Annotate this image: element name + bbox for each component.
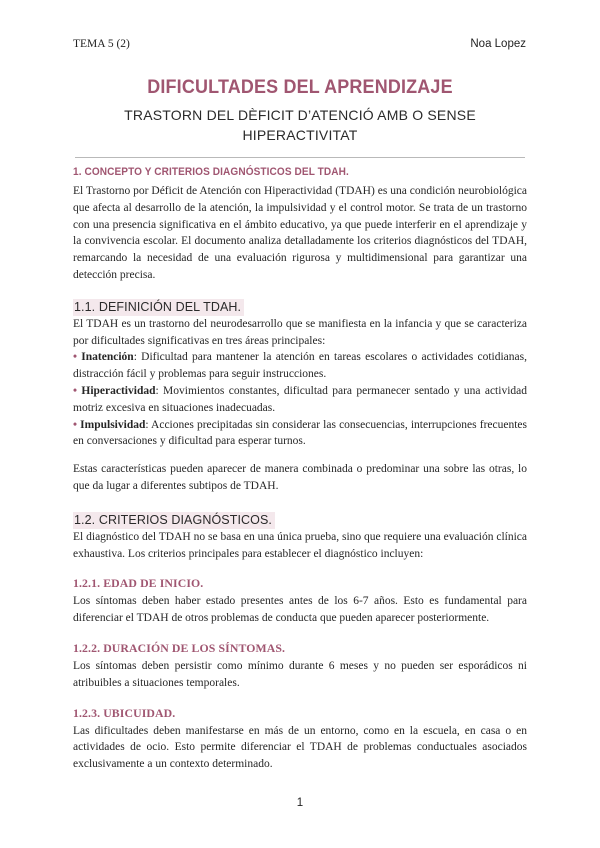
document-body [73,166,527,773]
section-1-2-3-heading: 1.2.3. UBICUIDAD. [73,705,176,720]
header-topic: TEMA 5 (2) [73,38,130,50]
section-1-2-2-text: Los síntomas deben persistir como mínimo durante 6 meses y no pueden ser esporádicos ni atribuibles a situaciones temporales. [73,659,527,689]
title-divider [75,157,525,158]
section-1-1-heading-wrap [73,298,527,316]
section-1-heading: 1. CONCEPTO Y CRITERIOS DIAGNÓSTICOS DEL TDAH. [73,166,349,178]
bullet-term: Inatención [81,351,134,364]
section-1-1-intro: El TDAH es un trastorno del neurodesarrollo que se manifiesta en la infancia y que se caracteriza por dificultades significativas en tres áreas principales: [73,317,527,347]
bullet-term: Impulsividad [80,418,146,431]
list-item [73,417,527,451]
document-subtitle: TRASTORN DEL DÈFICIT D’ATENCIÓ AMB O SENSE HIPERACTIVITAT [124,107,476,143]
section-1-2-2-heading: 1.2.2. DURACIÓN DE LOS SÍNTOMAS. [73,640,286,655]
section-1-2-heading-wrap [73,511,527,529]
bullet-text: : Dificultad para mantener la atención en tareas escolares o actividades cotidianas, distracción fácil y problemas para seguir instrucciones. [73,351,527,381]
section-1-2-intro: El diagnóstico del TDAH no se basa en una única prueba, sino que requiere una evaluación clínica exhaustiva. Los criterios principales para establecer el diagnóstico incluyen: [73,530,527,560]
page-number: 1 [296,797,304,809]
section-1-intro: El Trastorno por Déficit de Atención con Hiperactividad (TDAH) es una condición neurobiológica que afecta al desarrollo de la atención, la impulsividad y el control motor. Se trata de un trastorno con una presencia significativa en el ámbito educativo, ya que puede interferir en el aprendizaje y la convivencia escolar. El documento analiza detalladamente los criterios diagnósticos del TDAH, remarcando la necesidad de una evaluación rigurosa y multidimensional para garantizar una detección precisa. [73,185,527,281]
section-1-1-closing: Estas características pueden aparecer de manera combinada o predominar una sobre las otras, lo que da lugar a diferentes subtipos de TDAH. [73,463,527,492]
bullet-marker: • [73,351,78,364]
paragraph-gap [73,450,527,461]
tdah-areas-list [73,349,527,450]
list-item [73,383,527,417]
bullet-marker: • [73,384,78,397]
bullet-text: : Acciones precipitadas sin considerar las consecuencias, interrupciones frecuentes en conversaciones y dificultad para esperar turnos. [73,418,528,448]
section-1-1-heading: 1.1. DEFINICIÓN DEL TDAH. [73,299,244,316]
section-1-2-1-heading: 1.2.1. EDAD DE INICIO. [73,576,204,591]
bullet-text: : Movimientos constantes, dificultad para permanecer sentado y una actividad motriz excesiva en situaciones inadecuadas. [73,384,528,414]
section-1-2-1-text: Los síntomas deben haber estado presentes antes de los 6-7 años. Esto es fundamental para diferenciar el TDAH de otros problemas de conducta que pueden aparecer posteriormente. [73,595,527,625]
document-title: DIFICULTADES DEL APRENDIZAJE [147,76,453,98]
header-author: Noa Lopez [470,38,526,50]
bullet-term: Hiperactividad [81,384,156,397]
section-1-2-3-text: Las dificultades deben manifestarse en más de un entorno, como en la escuela, en casa o en actividades de ocio. Esto permite diferenciar el TDAH de problemas conductuales asociados exclusivamente a un contexto determinado. [73,724,527,771]
bullet-marker: • [73,418,78,431]
section-1-2-heading: 1.2. CRITERIOS DIAGNÓSTICOS. [73,512,275,529]
list-item [73,349,527,383]
